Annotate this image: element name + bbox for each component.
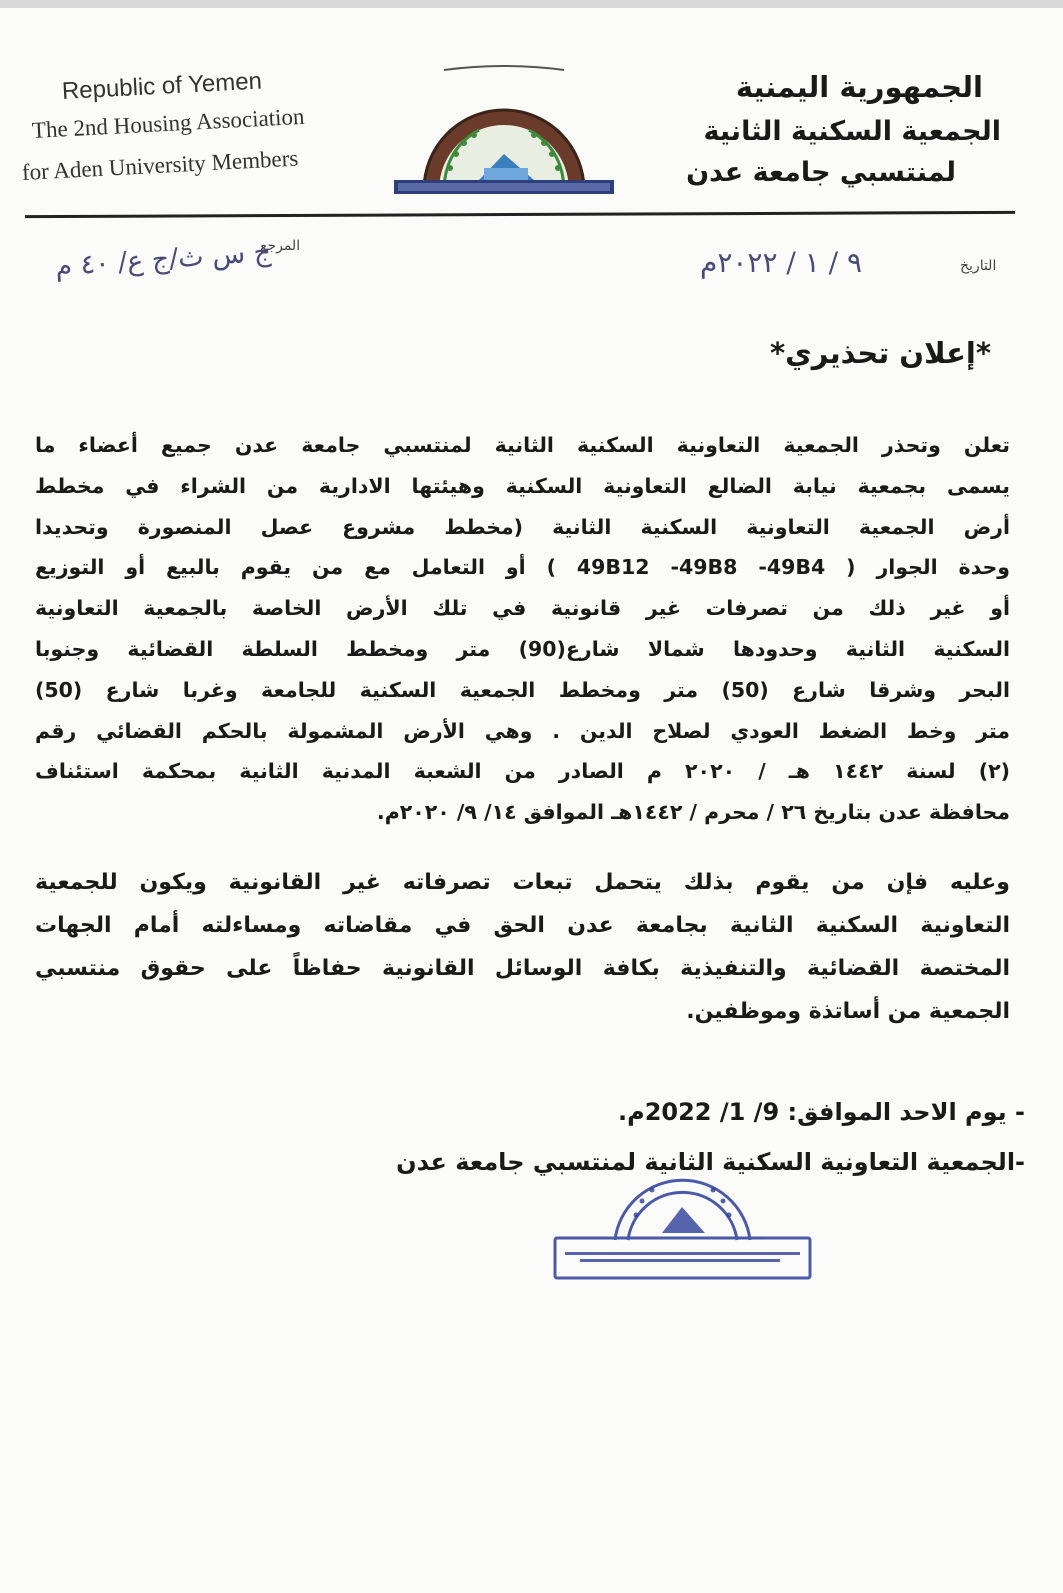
ar-country: الجمهورية اليمنية [735, 70, 983, 104]
association-logo-icon [384, 58, 624, 203]
body-line: أو غير ذلك من تصرفات غير قانونية في تلك الأرض الخاصة بالجمعية التعاونية [35, 596, 1010, 621]
body-line: الجمعية من أساتذة وموظفين. [686, 998, 1010, 1024]
body-line: محافظة عدن بتاريخ ٢٦ / محرم / ١٤٤٢هـ الموافق ١٤/ ٩/ ٢٠٢٠م. [376, 800, 1010, 825]
en-association: The 2nd Housing Association [31, 103, 306, 143]
announcement-body [35, 425, 1010, 1033]
official-stamp-icon [550, 1135, 815, 1285]
body-line: متر وخط الضغط العودي لصلاح الدين . وهي الأرض المشمولة بالحكم القضائي رقم [35, 718, 1010, 743]
body-line: أرض الجمعية التعاونية السكنية الثانية (مخطط مشروع عصل المنصورة وتحديدا [35, 514, 1010, 539]
arabic-letterhead [671, 70, 1001, 188]
reference-label: المرجع [260, 238, 301, 254]
date-value: ٩ / ١ / ٢٠٢٢م [700, 246, 863, 279]
body-line: وحدة الجوار ( 49B12 -49B8 -49B4 ) أو التعامل مع من يقوم بالبيع أو التوزيع [35, 555, 1010, 580]
english-letterhead [21, 67, 362, 186]
ar-association: الجمعية السكنية الثانية [703, 116, 1001, 147]
ar-university: لمنتسبي جامعة عدن [686, 157, 956, 188]
body-line: التعاونية السكنية الثانية بجامعة عدن الحق في مقاضاته ومساءلته أمام الجهات [35, 912, 1010, 938]
closing-signature: -الجمعية التعاونية السكنية الثانية لمنتسبي جامعة عدن [396, 1148, 1025, 1176]
en-university: for Aden University Members [21, 145, 299, 185]
date-label: التاريخ [960, 258, 997, 274]
body-line: يسمى بجمعية نيابة الضالع التعاونية السكنية وهيئتها الادارية من الشراء في مخطط [35, 473, 1010, 498]
body-line: وعليه فإن من يقوم بذلك يتحمل تبعات تصرفاته غير القانونية ويكون للجمعية [35, 869, 1010, 895]
top-border [0, 0, 1063, 8]
body-line: (٢) لسنة ١٤٤٢ هـ / ٢٠٢٠ م الصادر من الشعبة المدنية الثانية بمحكمة استئناف [35, 759, 1010, 784]
body-line: المختصة القضائية والتنفيذية بكافة الوسائل القانونية حفاظاً على حقوق منتسبي [35, 955, 1010, 981]
paragraph-consequences [35, 861, 1010, 1033]
body-line: السكنية الثانية وحدودها شمالا شارع(90) متر ومخطط السلطة القضائية وجنوبا [35, 636, 1011, 661]
announcement-title: *إعلان تحذيري* [770, 336, 991, 370]
closing-date: - يوم الاحد الموافق: 9/ 1/ 2022م. [617, 1098, 1025, 1126]
paragraph-warning [35, 425, 1010, 833]
body-line: تعلن وتحذر الجمعية التعاونية السكنية الثانية لمنتسبي جامعة عدن جميع أعضاء ما [35, 433, 1010, 457]
en-country: Republic of Yemen [61, 67, 263, 105]
body-line: البحر وشرقا شارع (50) متر ومخطط الجمعية السكنية للجامعة وغربا شارع (50) [35, 677, 1010, 702]
reference-number: ج س ث/ج ع/ ٤٠ م [54, 236, 273, 283]
header-divider [25, 211, 1015, 218]
